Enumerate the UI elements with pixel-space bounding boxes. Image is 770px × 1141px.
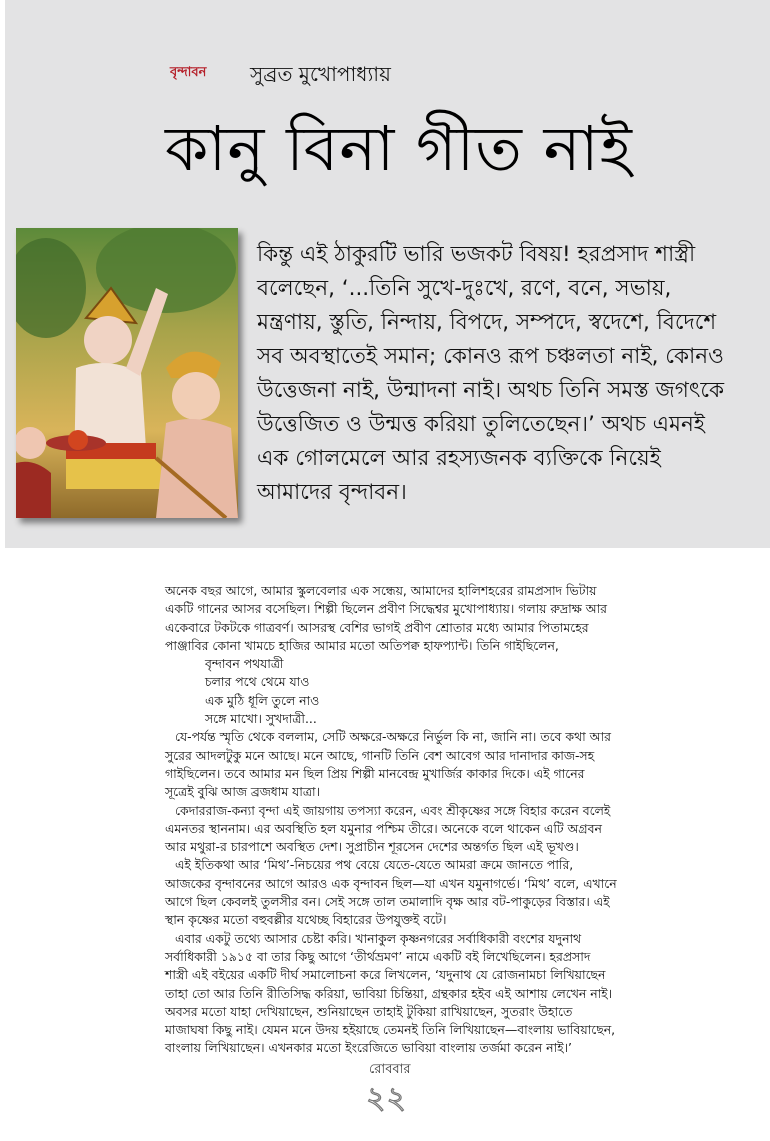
article-body [165, 582, 617, 1058]
body-paragraph-2: যে-পর্যন্ত স্মৃতি থেকে বললাম, সেটি অক্ষরে-অক্ষরে নির্ভুল কি না, জানি না। তবে কথা আর সুরের আদলটুকু মনে আছে। মনে আছে, গানটি তিনি বেশ আবেগ আর দানাদার কাজ-সহ গাইছিলেন। তবে আমার মন ছিল প্রিয় শিল্পী মানবেন্দ্র মুখার্জির কাকার দিকে। এই গানের সূত্রেই বুঝি আজ ব্রজধাম যাত্রা। [165, 729, 611, 800]
body-paragraph-3: কেদাররাজ-কন্যা বৃন্দা এই জায়গায় তপস্যা করেন, এবং শ্রীকৃষ্ণের সঙ্গে বিহার করেন বলেই এমনতর স্থাননাম। এর অবস্থিতি হল যমুনার পশ্চিম তীরে। অনেকে বলে থাকেন এটি অগ্রবন আর মথুরা-র চারপাশে অবস্থিত দেশ। সুপ্রাচীন শূরসেন দেশের অন্তর্গত ছিল এই ভূখণ্ড। [165, 802, 611, 855]
body-paragraph-5: এবার একটু তথ্যে আসার চেষ্টা করি। খানাকুল কৃষ্ণনগরের সর্বাধিকারী বংশের যদুনাথ সর্বাধিকারী ১৯১৫ বা তার কিছু আগে ‘তীর্থভ্রমণ’ নামে একটি বই লিখেছিলেন। হরপ্রসাদ শাস্ত্রী এই বইয়ের একটি দীর্ঘ সমালোচনা করে লিখলেন, ‘যদুনাথ যে রোজনামচা লিখিয়াছেন তাহা তো আর তিনি রীতিসিদ্ধ করিয়া, ভাবিয়া চিন্তিয়া, গ্রন্থকার হইব এই আশায় লেখেন নাই। অবসর মতো যাহা দেখিয়াছেন, শুনিয়াছেন তাহাই টুকিয়া রাখিয়াছেন, সুতরাং উহাতে মাজাঘষা কিছু নাই। যেমন মনে উদয় হইয়াছে তেমনই তিনি লিখিয়াছেন—বাংলায় ভাবিয়াছেন, বাংলায় লিখিয়াছেন। এখনকার মতো ইংরেজিতে ভাবিয়া বাংলায় তর্জমা করেন নাই।’ [165, 930, 616, 1056]
body-paragraph-1: অনেক বছর আগে, আমার স্কুলবেলার এক সন্ধেয়, আমাদের হালিশহরের রামপ্রসাদ ভিটায় একটি গানের আসর বসেছিল। শিল্পী ছিলেন প্রবীণ সিদ্ধেশ্বর মুখোপাধ্যায়। গলায় রুদ্রাক্ষ আর একেবারে টকটকে গাত্রবর্ণ। আসরস্থ বেশির ভাগই প্রবীণ শ্রোতার মধ্যে আমার পিতামহের পাঞ্জাবির কোনা খামচে হাজির আমার মতো অতিপক্ব হাফপ্যান্ট। তিনি গাইছিলেন, [165, 583, 607, 653]
body-paragraph-4: এই ইতিকথা আর ‘মিথ’-নিচয়ের পথ বেয়ে যেতে-যেতে আমরা ক্রমে জানতে পারি, আজকের বৃন্দাবনের আগে আরও এক বৃন্দাবন ছিল—যা এখন যমুনাগর্ভে। ‘মিথ’ বলে, এখানে আগে ছিল কেবলই তুলসীর বন। সেই সঙ্গে তাল তমালাদি বৃক্ষ আর বট-পাকুড়ের বিস্তার। এই স্থান কৃষ্ণের মতো বহুবল্লীর যথেচ্ছ বিহারের উপযুক্তই বটে। [165, 857, 617, 928]
intro-paragraph: কিন্তু এই ঠাকুরটি ভারি ভজকট বিষয়! হরপ্রসাদ শাস্ত্রী বলেছেন, ‘...তিনি সুখে-দুঃখে, রণে, বনে, সভায়, মন্ত্রণায়, স্তুতি, নিন্দায়, বিপদে, সম্পদে, স্বদেশে, বিদেশে সব অবস্থাতেই সমান; কোনও রূপ চঞ্চলতা নাই, কোনও উত্তেজনা নাই, উন্মাদনা নাই। অথচ তিনি সমস্ত জগৎকে উত্তেজিত ও উন্মত্ত করিয়া তুলিতেছেন।’ অথচ এমনই এক গোলমেলে আর রহস্যজনক ব্যক্তিকে নিয়েই আমাদের বৃন্দাবন। [257, 242, 725, 505]
krishna-illustration [16, 228, 238, 518]
article-title: কানু বিনা গীত নাই [165, 112, 633, 185]
verse-line-4: সঙ্গে মাখো। সুখদাত্রী... [205, 711, 317, 727]
verse-line-3: এক মুঠি ধূলি তুলে নাও [205, 692, 320, 708]
author-name: সুব্রত মুখোপাধ্যায় [250, 62, 391, 86]
section-tag: বৃন্দাবন [170, 65, 207, 80]
verse-line-1: বৃন্দাবন পথযাত্রী [205, 656, 284, 672]
magazine-name: রোববার [369, 1062, 411, 1077]
page-number: ২২ [366, 1081, 408, 1116]
verse-line-2: চলার পথে থেমে যাও [205, 674, 310, 690]
illustration-art [16, 228, 238, 518]
song-verse [205, 655, 617, 728]
